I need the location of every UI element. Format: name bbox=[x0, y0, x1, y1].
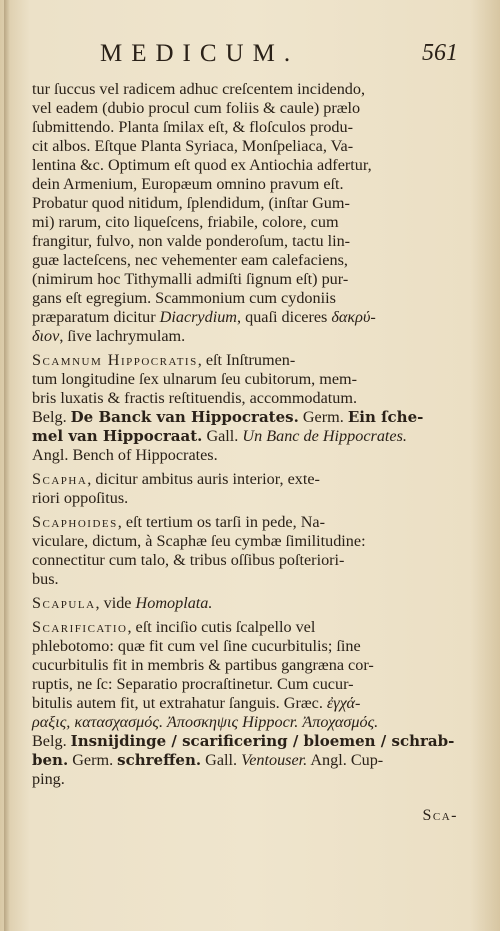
text-line: Belg. bbox=[32, 732, 71, 750]
text-line: Gall. bbox=[202, 427, 243, 445]
text-line: bus. bbox=[32, 570, 59, 588]
text-line: , eſt inciſio cutis ſcalpello vel bbox=[127, 618, 316, 636]
greek-word: δακρύ- bbox=[331, 308, 376, 326]
continued-paragraph bbox=[32, 80, 456, 346]
entry-heading: Scaphoides bbox=[32, 513, 118, 531]
text-line: , eſt tertium os tarſi in pede, Na- bbox=[117, 513, 325, 531]
blackletter-text: De Banck van Hippocrates. bbox=[70, 408, 299, 426]
blackletter-text: ben. bbox=[32, 751, 69, 769]
entry-scarificatio bbox=[32, 618, 456, 789]
french-term: Ventouser. bbox=[241, 751, 308, 769]
text-line: viculare, dictum, à Scaphæ ſeu cymbæ ſimilitudine: bbox=[32, 532, 366, 550]
text-line: , dicitur ambitus auris interior, exte- bbox=[87, 470, 320, 488]
entry-heading: Scamnum Hippocratis bbox=[32, 351, 198, 369]
french-term: Un Banc de Hippocrates. bbox=[242, 427, 407, 445]
page-header bbox=[0, 40, 500, 80]
text-line: bitulis autem fit, ut extrahatur ſanguis. Græc. bbox=[32, 694, 327, 712]
entry-scaphoides bbox=[32, 513, 456, 589]
text-line: lentina &c. Optimum eſt quod ex Antiochia adfertur, bbox=[32, 156, 372, 174]
text-line: (nimirum hoc Tithymalli admiſti ſignum eſt) pur- bbox=[32, 270, 349, 288]
text-line: connectitur cum talo, & tribus oſſibus poſteriori- bbox=[32, 551, 345, 569]
body-text bbox=[32, 80, 456, 794]
text-line: riori oppoſitus. bbox=[32, 489, 129, 507]
entry-scamnum bbox=[32, 351, 456, 465]
text-line: , ſive lachrymulam. bbox=[59, 327, 186, 345]
blackletter-text: schreffen. bbox=[117, 751, 202, 769]
blackletter-text: Ein ſche- bbox=[347, 408, 424, 426]
text-line: , quaſi diceres bbox=[237, 308, 332, 326]
text-line: tur ſuccus vel radicem adhuc creſcentem incidendo, bbox=[32, 80, 366, 98]
blackletter-text: mel van Hippocraat. bbox=[32, 427, 203, 445]
text-line: mi) rarum, cito liqueſcens, friabile, colore, cum bbox=[32, 213, 339, 231]
text-line: , eſt Inſtrumen- bbox=[197, 351, 296, 369]
running-title: MEDICUM. bbox=[100, 40, 300, 67]
text-line: ping. bbox=[32, 770, 65, 788]
greek-word: Ἀποχασμός. bbox=[302, 713, 379, 731]
text-line: ſubmittendo. Planta ſmilax eſt, & floſculos produ- bbox=[32, 118, 354, 136]
blackletter-text: Insnijdinge / scarificering / bloemen / schrab- bbox=[70, 732, 455, 750]
text-line: Germ. bbox=[68, 751, 118, 769]
text-line: phlebotomo: quæ fit cum vel ſine cucurbitulis; ſine bbox=[32, 637, 361, 655]
text-line: tum longitudine ſex ulnarum ſeu cubitorum, mem- bbox=[32, 370, 358, 388]
text-line: , vide bbox=[95, 594, 136, 612]
text-line: Hippocr. bbox=[238, 713, 303, 731]
greek-word: ραξις, κατασχασμός. bbox=[32, 713, 168, 731]
text-line: Probatur quod nitidum, ſplendidum, (inſtar Gum- bbox=[32, 194, 350, 212]
text-line: Angl. Cup- bbox=[307, 751, 384, 769]
greek-word: Ἀποσκηψις bbox=[167, 713, 239, 731]
term-diacrydium: Diacrydium bbox=[159, 308, 237, 326]
greek-word: διον bbox=[32, 327, 60, 345]
text-line: ruptis, ne ſc: Separatio procraſtinetur. Cum cucur- bbox=[32, 675, 354, 693]
text-line: dein Armenium, Europæum omnino pravum eſt. bbox=[32, 175, 344, 193]
entry-scapula bbox=[32, 594, 456, 613]
text-line: cucurbitulis fit in membris & partibus gangræna cor- bbox=[32, 656, 374, 674]
text-line: Angl. Bench of Hippocrates. bbox=[32, 446, 218, 464]
text-line: frangitur, fulvo, non valde ponderoſum, tactu lin- bbox=[32, 232, 351, 250]
text-line: Germ. bbox=[298, 408, 348, 426]
entry-heading: Scapha bbox=[32, 470, 88, 488]
text-line: cit albos. Eſtque Planta Syriaca, Monſpeliaca, Va- bbox=[32, 137, 354, 155]
text-line: Gall. bbox=[201, 751, 242, 769]
text-line: bris luxatis & fractis reſtituendis, accommodatum. bbox=[32, 389, 358, 407]
text-line: Belg. bbox=[32, 408, 71, 426]
page-number: 561 bbox=[422, 40, 458, 66]
gutter-shadow bbox=[4, 0, 10, 931]
text-line: vel eadem (dubio procul cum foliis & caule) prælo bbox=[32, 99, 361, 117]
text-line: gans eſt egregium. Scammonium cum cydoniis bbox=[32, 289, 336, 307]
entry-scapha bbox=[32, 470, 456, 508]
greek-word: ἐγχά- bbox=[326, 694, 361, 712]
entry-heading: Scapula bbox=[32, 594, 96, 612]
text-line: præparatum dicitur bbox=[32, 308, 160, 326]
cross-reference: Homoplata. bbox=[135, 594, 213, 612]
catchword: Sca- bbox=[422, 807, 458, 824]
entry-heading: Scarificatio bbox=[32, 618, 128, 636]
text-line: guæ lacteſcens, nec vehementer eam calefaciens, bbox=[32, 251, 348, 269]
